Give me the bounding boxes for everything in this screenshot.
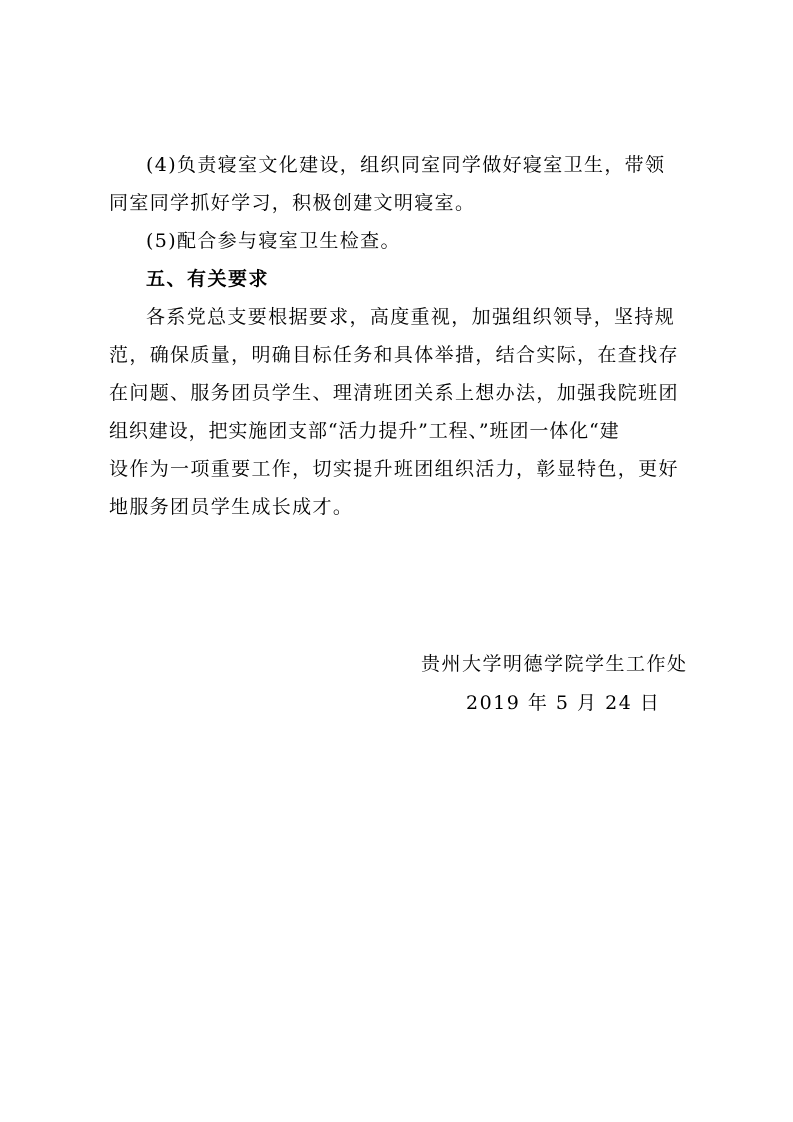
section-5-paragraph-line-2: 范，确保质量，明确目标任务和具体举措，结合实际，在查找存 xyxy=(109,344,679,366)
section-5-heading: 五、有关要求 xyxy=(146,268,270,290)
signature-date: 2019 年 5 月 24 日 xyxy=(466,692,661,714)
section-5-paragraph-line-5: 设作为一项重要工作，切实提升班团组织活力，彰显特色，更好 xyxy=(109,458,679,480)
section-5-paragraph-line-1: 各系党总支要根据要求，高度重视，加强组织领导，坚持规 xyxy=(146,306,676,328)
item-5-line-1: (5)配合参与寝室卫生检查。 xyxy=(146,230,401,252)
section-5-paragraph-line-4: 组织建设，把实施团支部“活力提升”工程、”班团一体化“建 xyxy=(109,420,620,442)
signature-organization: 贵州大学明德学院学生工作处 xyxy=(421,653,688,675)
item-4-line-2: 同室同学抓好学习，积极创建文明寝室。 xyxy=(109,192,476,214)
item-4-line-1: (4)负责寝室文化建设，组织同室同学做好寝室卫生，带领 xyxy=(146,154,666,176)
section-5-paragraph-line-3: 在问题、服务团员学生、理清班团关系上想办法，加强我院班团 xyxy=(109,382,679,404)
section-5-paragraph-line-6: 地服务团员学生成长成才。 xyxy=(109,496,354,518)
